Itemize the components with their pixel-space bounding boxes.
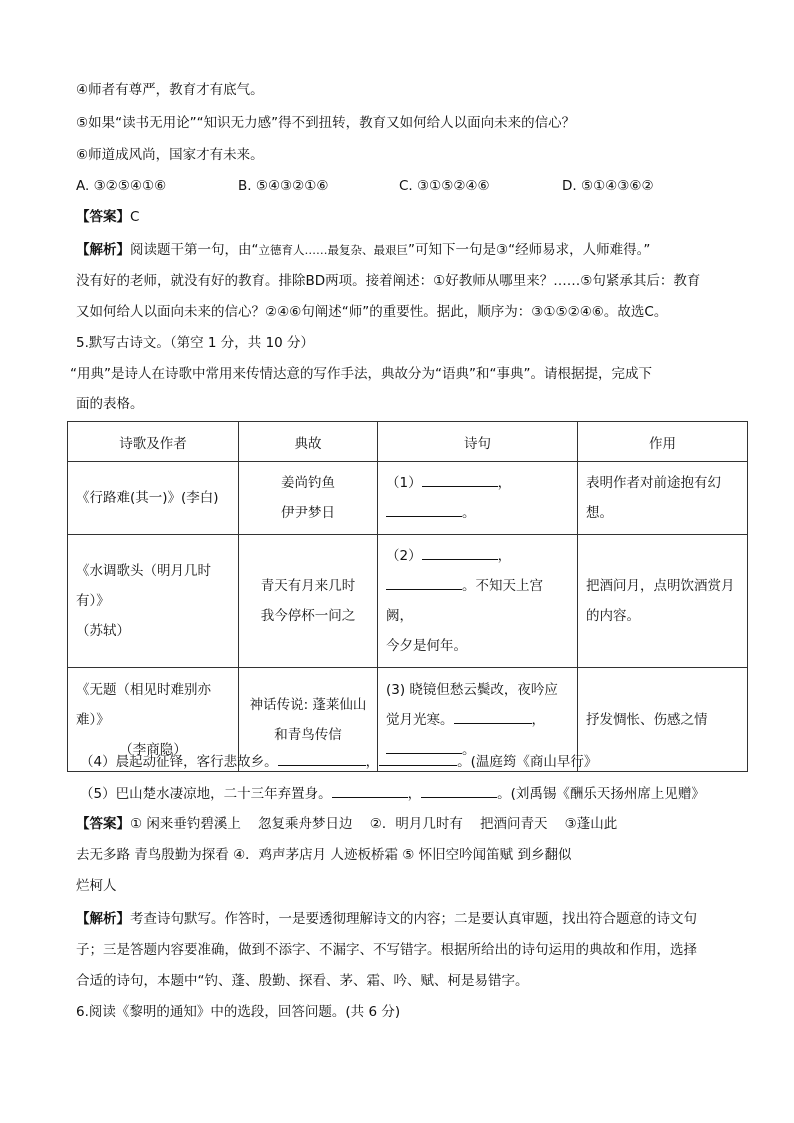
header-poem: 诗歌及作者 — [68, 422, 239, 462]
header-allusion: 典故 — [239, 422, 378, 462]
effect-cell: 把酒问月，点明饮酒赏月的内容。 — [586, 578, 735, 624]
q5-answer-line-2: 去无多路 青鸟殷勤为探看 ④．鸡声茅店月 人迹板桥霜 ⑤ 怀旧空吟闻笛赋 到乡翻似 — [76, 847, 572, 863]
fill-blank[interactable] — [422, 472, 498, 487]
q5-answer-line-1: 【答案】① 闲来垂钓碧溪上 忽复乘舟梦日边 ②．明月几时有 把酒问青天 ③蓬山此 — [76, 816, 618, 832]
effect-cell: 抒发惆怅、伤感之情 — [586, 711, 708, 728]
table-header-row — [68, 422, 748, 462]
q5-analysis-line-1: 【解析】考查诗句默写。作答时，一是要透彻理解诗文的内容；二是要认真审题，找出符合题意的诗文句 — [76, 911, 697, 927]
q5-analysis-line-3: 合适的诗句，本题中“钓、蓬、殷勤、探看、茅、霜、吟、赋、柯是易错字。 — [76, 973, 529, 989]
fill-blank[interactable] — [379, 751, 457, 766]
fill-blank[interactable] — [421, 783, 497, 798]
allusion-cell: 神话传说: 蓬莱仙山 和青鸟传信 — [249, 696, 367, 743]
analysis-label: 【解析】 — [76, 242, 130, 258]
choice-a: A. ③②⑤④①⑥ — [76, 178, 167, 194]
choice-d: D. ⑤①④③⑥② — [562, 178, 654, 194]
option-6: ⑥师道成风尚，国家才有未来。 — [76, 147, 264, 163]
fill-blank[interactable] — [278, 751, 366, 766]
answer-label: 【答案】 — [76, 816, 130, 832]
choice-b: B. ⑤④③②①⑥ — [238, 178, 329, 194]
poem-cell: 《无题（相见时难别亦 难）》 （李商隐） — [76, 681, 211, 758]
q5-analysis-line-2: 子；三是答题内容要准确，做到不添字、不漏字、不写错字。根据所给出的诗句运用的典故和作用，选择 — [76, 942, 697, 958]
q6-title: 6.阅读《黎明的通知》中的选段，回答问题。(共 6 分) — [76, 1004, 401, 1020]
allusion-table — [67, 421, 748, 772]
q4-analysis-line-2: 没有好的老师，就没有好的教育。排除BD两项。接着阐述：①好教师从哪里来？……⑤句紧承其后：教育 — [76, 273, 701, 289]
poem-cell: 《行路难(其一)》(李白) — [76, 490, 219, 506]
option-5: ⑤如果“读书无用论”“知识无力感”得不到扭转，教育又如何给人以面向未来的信心？ — [76, 115, 576, 131]
table-row — [68, 535, 748, 668]
q5-title: 5.默写古诗文。（第空 1 分，共 10 分） — [76, 335, 315, 351]
fill-blank[interactable] — [422, 545, 498, 560]
effect-cell: 表明作者对前途抱有幻想。 — [586, 475, 721, 521]
option-4: ④师者有尊严，教育才有底气。 — [76, 82, 264, 98]
q4-analysis-line-3: 又如何给人以面向未来的信心？②④⑥句阐述“师”的重要性。据此，顺序为：③①⑤②④⑥。故选C。 — [76, 304, 668, 320]
q5-answer-line-3: 烂柯人 — [76, 878, 117, 894]
header-verse: 诗句 — [378, 422, 578, 462]
choice-c: C. ③①⑤②④⑥ — [399, 178, 490, 194]
table-row — [68, 462, 748, 535]
q4-answer — [76, 207, 139, 227]
q5-item-5: （5）巴山楚水凄凉地，二十三年弃置身。 ， 。(刘禹锡《酬乐天扬州席上见赠》 — [80, 783, 705, 804]
answer-label: 【答案】 — [76, 209, 130, 225]
poem-cell: 《水调歌头（明月几时 有）》 （苏轼） — [76, 563, 211, 639]
analysis-label: 【解析】 — [76, 911, 130, 927]
verse-cell: （2） ， 。不知天上宫阙， 今夕是何年。 — [378, 535, 577, 667]
fill-blank[interactable] — [332, 783, 408, 798]
fill-blank[interactable] — [386, 502, 462, 517]
allusion-cell: 姜尚钓鱼 伊尹梦日 — [281, 475, 335, 521]
fill-blank[interactable] — [454, 709, 532, 724]
fill-blank[interactable] — [386, 575, 462, 590]
allusion-cell: 青天有月来几时 我今停杯一问之 — [260, 578, 356, 624]
q5-item-4: （4）晨起动征铎，客行悲故乡。 ， 。(温庭筠《商山早行》 — [80, 751, 597, 772]
q5-intro-1: “用典”是诗人在诗歌中常用来传情达意的写作手法，典故分为“语典”和“事典”。请根据提，完成下 — [70, 366, 652, 382]
answer-value: C — [130, 209, 140, 225]
verse-cell: (3) 晓镜但愁云鬓改，夜吟应 觉月光寒。 ， 。 — [386, 681, 558, 758]
q5-intro-2: 面的表格。 — [76, 396, 144, 412]
verse-cell: （1） ， 。 — [378, 462, 577, 534]
choices-row — [76, 176, 716, 196]
header-effect: 作用 — [578, 422, 748, 462]
q4-analysis-line-1: 【解析】阅读题干第一句，由“立德育人……最复杂、最艰巨”可知下一句是③“经师易求，人师难得。” — [76, 242, 651, 258]
